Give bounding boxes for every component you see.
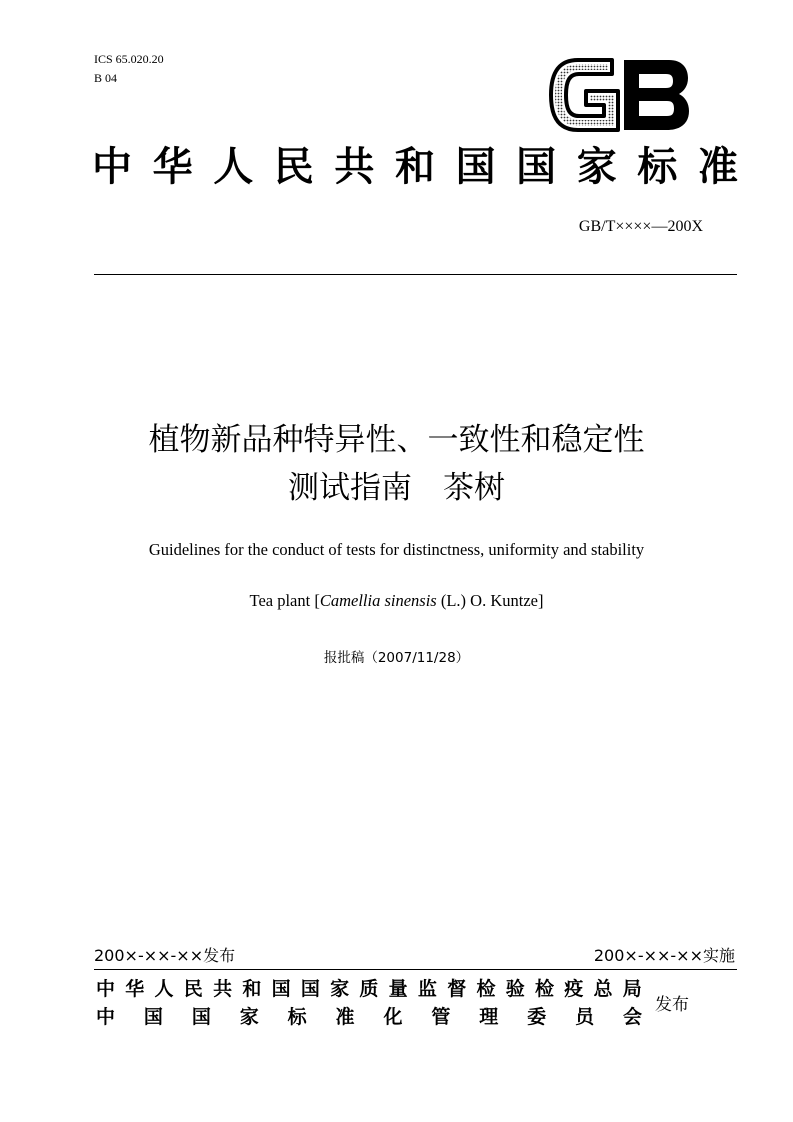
issuer-line-1-char: 检 — [476, 978, 496, 1000]
issuer-line-2-char: 管 — [431, 1006, 451, 1028]
issuer-line-1-char: 量 — [388, 978, 408, 1000]
english-title-line-2 — [0, 591, 793, 611]
english-title-prefix: Tea plant [ — [249, 591, 320, 610]
issuer-line-1 — [96, 976, 642, 1002]
issuer-line-1-char: 国 — [271, 978, 291, 1000]
issuer-line-1-char: 局 — [622, 978, 642, 1000]
standard-title-char: 国 — [455, 143, 496, 190]
issuer-line-2-char: 理 — [479, 1006, 499, 1028]
issuer-line-1-char: 国 — [300, 978, 320, 1000]
issuer-line-1-char: 检 — [534, 978, 554, 1000]
issuer-line-1-char: 家 — [330, 978, 350, 1000]
issuer-line-2-char: 化 — [383, 1006, 403, 1028]
gb-logo-icon — [548, 56, 692, 134]
standard-title-char: 家 — [576, 143, 617, 190]
issuer-line-2-char: 中 — [96, 1006, 116, 1028]
issuer-line-1-char: 和 — [242, 978, 262, 1000]
english-title-suffix: (L.) O. Kuntze] — [436, 591, 544, 610]
issuer-line-2 — [96, 1004, 642, 1030]
issuer-line-1-char: 督 — [447, 978, 467, 1000]
header-divider — [94, 274, 737, 275]
standard-title-char: 国 — [516, 143, 557, 190]
standard-title-char: 共 — [334, 143, 375, 190]
implementation-date: 200×-××-××实施 — [593, 946, 735, 965]
standard-title-char: 标 — [637, 143, 678, 190]
issuer-line-1-char: 总 — [593, 978, 613, 1000]
latin-species-name: Camellia sinensis — [319, 591, 437, 610]
issuer-line-2-char: 家 — [239, 1006, 259, 1028]
issuer-line-1-char: 共 — [213, 978, 233, 1000]
issuer-line-2-char: 标 — [287, 1006, 307, 1028]
standard-title — [92, 142, 738, 192]
issuer-line-1-char: 中 — [96, 978, 116, 1000]
standard-number: GB/T××××—200X — [578, 218, 703, 235]
standard-title-char: 和 — [394, 143, 435, 190]
issuer-line-1-char: 验 — [505, 978, 525, 1000]
chinese-title-line-2: 测试指南 茶树 — [288, 470, 505, 506]
ics-code: ICS 65.020.20 — [94, 52, 164, 66]
classification-code: B 04 — [94, 71, 118, 85]
standard-title-char: 人 — [213, 143, 254, 190]
issuer-line-1-char: 质 — [359, 978, 379, 1000]
issuer-line-1-char: 民 — [183, 978, 203, 1000]
standard-title-char: 华 — [152, 143, 193, 190]
chinese-title-line-1: 植物新品种特异性、一致性和稳定性 — [148, 422, 645, 458]
issuer-line-2-char: 员 — [575, 1006, 595, 1028]
issuer-line-2-char: 会 — [622, 1006, 642, 1028]
publish-label: 发布 — [655, 995, 689, 1015]
issuer-line-1-char: 人 — [154, 978, 174, 1000]
issuer-line-2-char: 准 — [335, 1006, 355, 1028]
footer-divider — [94, 969, 737, 970]
issuer-line-1-char: 华 — [125, 978, 145, 1000]
issuer-line-2-char: 国 — [143, 1006, 163, 1028]
standard-title-char: 准 — [697, 143, 738, 190]
issuer-line-1-char: 监 — [417, 978, 437, 1000]
issuer-line-1-char: 疫 — [564, 978, 584, 1000]
issue-date: 200×-××-××发布 — [94, 946, 236, 965]
issuer-line-2-char: 国 — [191, 1006, 211, 1028]
issuer-line-2-char: 委 — [527, 1006, 547, 1028]
standard-title-char: 民 — [273, 143, 314, 190]
english-title-line-1: Guidelines for the conduct of tests for distinctness, uniformity and stability — [148, 540, 645, 559]
standard-title-char: 中 — [92, 143, 132, 190]
draft-note: 报批稿（2007/11/28） — [323, 650, 470, 666]
